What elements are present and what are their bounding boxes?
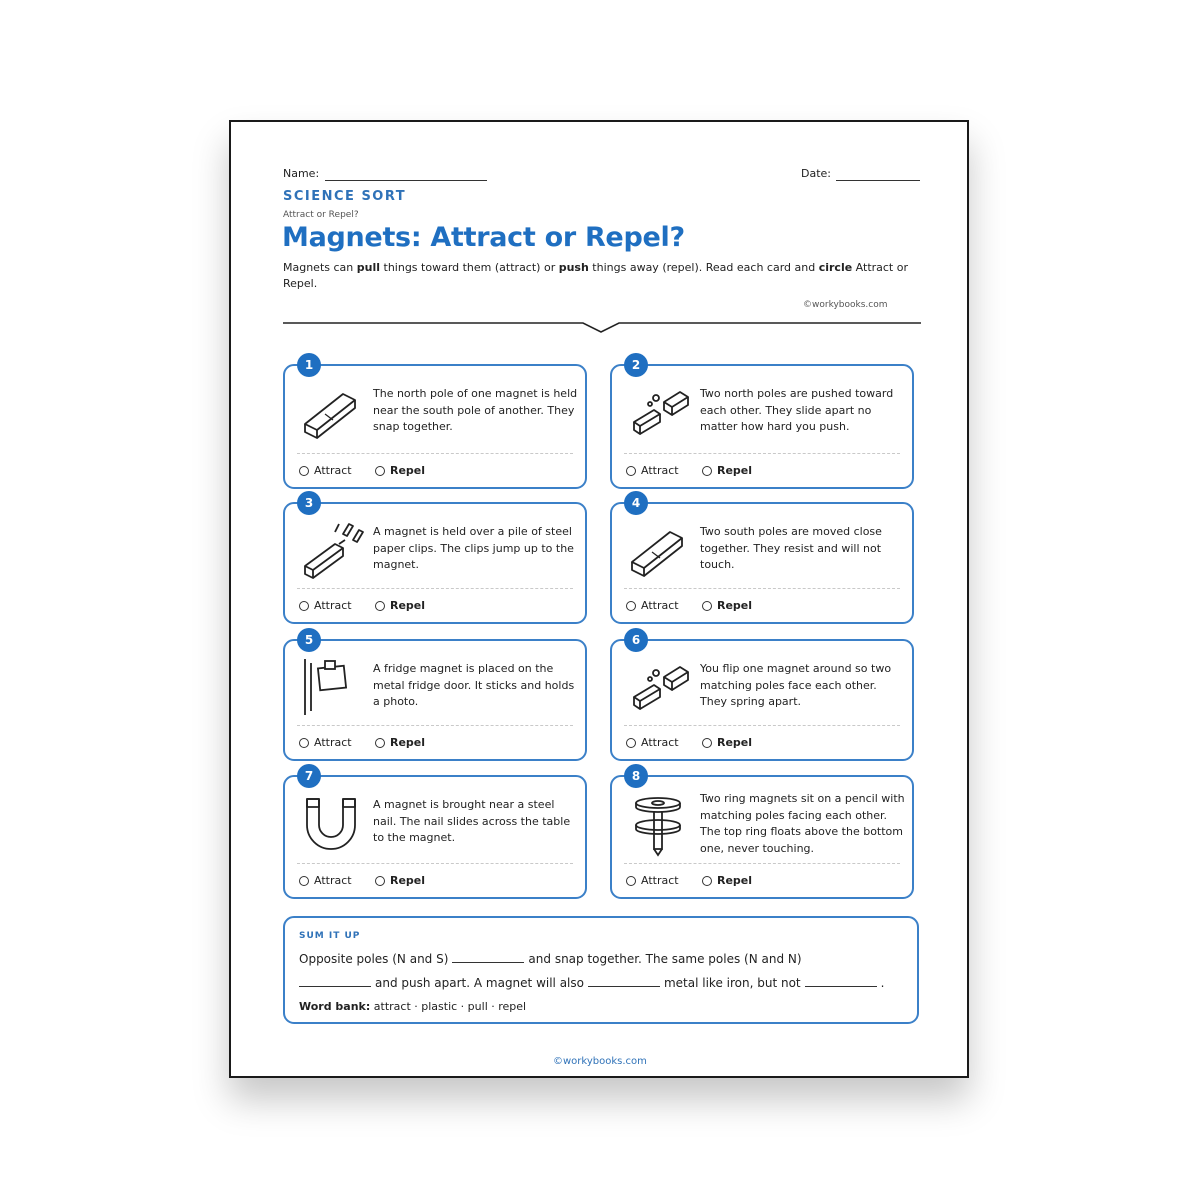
- radio-circle-icon[interactable]: [299, 466, 309, 476]
- radio-circle-icon[interactable]: [626, 876, 636, 886]
- sum-line-1: Opposite poles (N and S) and snap together. The same poles (N and N): [299, 952, 802, 966]
- repel-option[interactable]: [702, 736, 752, 749]
- attract-option[interactable]: [299, 464, 352, 477]
- attract-label: Attract: [641, 599, 679, 612]
- radio-circle-icon[interactable]: [702, 466, 712, 476]
- card-divider: [297, 725, 573, 726]
- card-text: Two south poles are moved close together. They resist and will not touch.: [700, 525, 882, 571]
- card-number-badge: 6: [624, 628, 648, 652]
- section-kicker: SCIENCE SORT: [283, 189, 407, 204]
- repel-label: Repel: [390, 736, 426, 749]
- radio-circle-icon[interactable]: [299, 738, 309, 748]
- question-card-3: [283, 496, 587, 624]
- radio-circle-icon[interactable]: [702, 601, 712, 611]
- intro-text: Magnets can pull things toward them (attract) or push things away (repel). Read each card and circle Attract or Repel.: [283, 261, 908, 290]
- card-number-badge: 2: [624, 353, 648, 377]
- date-field[interactable]: [836, 180, 920, 181]
- question-card-6: [610, 633, 914, 761]
- repel-label: Repel: [717, 736, 753, 749]
- radio-circle-icon[interactable]: [626, 601, 636, 611]
- blank-3[interactable]: [588, 976, 660, 987]
- worksheet-subtitle: Attract or Repel?: [283, 210, 359, 220]
- two-magnets-icon: [626, 380, 692, 442]
- name-field[interactable]: [325, 180, 487, 181]
- question-card-1: [283, 358, 587, 489]
- radio-circle-icon[interactable]: [299, 601, 309, 611]
- repel-option[interactable]: [702, 874, 752, 887]
- question-card-5: [283, 633, 587, 761]
- attract-option[interactable]: [626, 874, 679, 887]
- card-text: Two ring magnets sit on a pencil with matching poles facing each other. The top ring floats above the bottom one, never touching.: [700, 792, 905, 855]
- attract-label: Attract: [641, 736, 679, 749]
- word-bank: Word bank: attract · plastic · pull · repel: [299, 1000, 527, 1013]
- card-number-badge: 5: [297, 628, 321, 652]
- ring-magnets-pencil-icon: [626, 791, 692, 853]
- attract-option[interactable]: [299, 599, 352, 612]
- attract-option[interactable]: [626, 599, 679, 612]
- question-card-4: [610, 496, 914, 624]
- attract-label: Attract: [314, 464, 352, 477]
- repel-label: Repel: [390, 874, 426, 887]
- card-text: The north pole of one magnet is held near the south pole of another. They snap together.: [373, 387, 578, 433]
- attract-label: Attract: [314, 874, 352, 887]
- page-title: Magnets: Attract or Repel?: [282, 222, 685, 253]
- card-number-badge: 4: [624, 491, 648, 515]
- repel-label: Repel: [390, 599, 426, 612]
- repel-option[interactable]: [702, 599, 752, 612]
- repel-option[interactable]: [702, 464, 752, 477]
- repel-label: Repel: [717, 599, 753, 612]
- radio-circle-icon[interactable]: [626, 466, 636, 476]
- card-number-badge: 7: [297, 764, 321, 788]
- blank-1[interactable]: [452, 952, 524, 963]
- sum-line-2: and push apart. A magnet will also metal like iron, but not .: [299, 976, 884, 990]
- attract-label: Attract: [641, 464, 679, 477]
- two-magnets-icon: [626, 655, 692, 717]
- footer-credit: ©workybooks.com: [553, 1056, 647, 1067]
- card-text: A magnet is brought near a steel nail. The nail slides across the table to the magnet.: [373, 798, 571, 844]
- card-divider: [297, 863, 573, 864]
- header-credit: ©workybooks.com: [803, 300, 888, 310]
- repel-label: Repel: [717, 874, 753, 887]
- repel-label: Repel: [717, 464, 753, 477]
- card-text: You flip one magnet around so two matching poles face each other. They spring apart.: [700, 662, 892, 708]
- radio-circle-icon[interactable]: [375, 466, 385, 476]
- radio-circle-icon[interactable]: [626, 738, 636, 748]
- attract-option[interactable]: [299, 736, 352, 749]
- attract-option[interactable]: [626, 464, 679, 477]
- repel-option[interactable]: [375, 874, 425, 887]
- radio-circle-icon[interactable]: [375, 876, 385, 886]
- fridge-photo-icon: [299, 655, 365, 717]
- attract-option[interactable]: [626, 736, 679, 749]
- repel-label: Repel: [390, 464, 426, 477]
- radio-circle-icon[interactable]: [702, 738, 712, 748]
- bar-magnet-icon: [299, 380, 365, 442]
- question-card-2: [610, 358, 914, 489]
- card-number-badge: 3: [297, 491, 321, 515]
- question-card-7: [283, 769, 587, 899]
- radio-circle-icon[interactable]: [299, 876, 309, 886]
- bar-magnet-icon: [626, 518, 692, 580]
- sum-it-up-box: [283, 916, 919, 1024]
- name-label: Name:: [283, 167, 320, 180]
- worksheet-page: [229, 120, 969, 1078]
- card-divider: [297, 453, 573, 454]
- card-divider: [624, 588, 900, 589]
- blank-2[interactable]: [299, 976, 371, 987]
- blank-4[interactable]: [805, 976, 877, 987]
- card-number-badge: 1: [297, 353, 321, 377]
- attract-label: Attract: [314, 736, 352, 749]
- repel-option[interactable]: [375, 736, 425, 749]
- header-divider: [283, 312, 921, 334]
- repel-option[interactable]: [375, 599, 425, 612]
- card-divider: [624, 453, 900, 454]
- radio-circle-icon[interactable]: [375, 601, 385, 611]
- card-divider: [624, 863, 900, 864]
- attract-label: Attract: [314, 599, 352, 612]
- attract-label: Attract: [641, 874, 679, 887]
- radio-circle-icon[interactable]: [702, 876, 712, 886]
- card-divider: [297, 588, 573, 589]
- horseshoe-magnet-icon: [299, 791, 365, 853]
- sum-it-up-heading: SUM IT UP: [299, 931, 361, 941]
- card-text: Two north poles are pushed toward each other. They slide apart no matter how hard you push.: [700, 387, 894, 433]
- radio-circle-icon[interactable]: [375, 738, 385, 748]
- question-card-8: [610, 769, 914, 899]
- magnet-paper-clips-icon: [299, 518, 365, 580]
- card-text: A magnet is held over a pile of steel paper clips. The clips jump up to the magnet.: [373, 525, 574, 571]
- card-text: A fridge magnet is placed on the metal fridge door. It sticks and holds a photo.: [373, 662, 575, 708]
- repel-option[interactable]: [375, 464, 425, 477]
- card-number-badge: 8: [624, 764, 648, 788]
- date-label: Date:: [801, 167, 831, 180]
- attract-option[interactable]: [299, 874, 352, 887]
- card-divider: [624, 725, 900, 726]
